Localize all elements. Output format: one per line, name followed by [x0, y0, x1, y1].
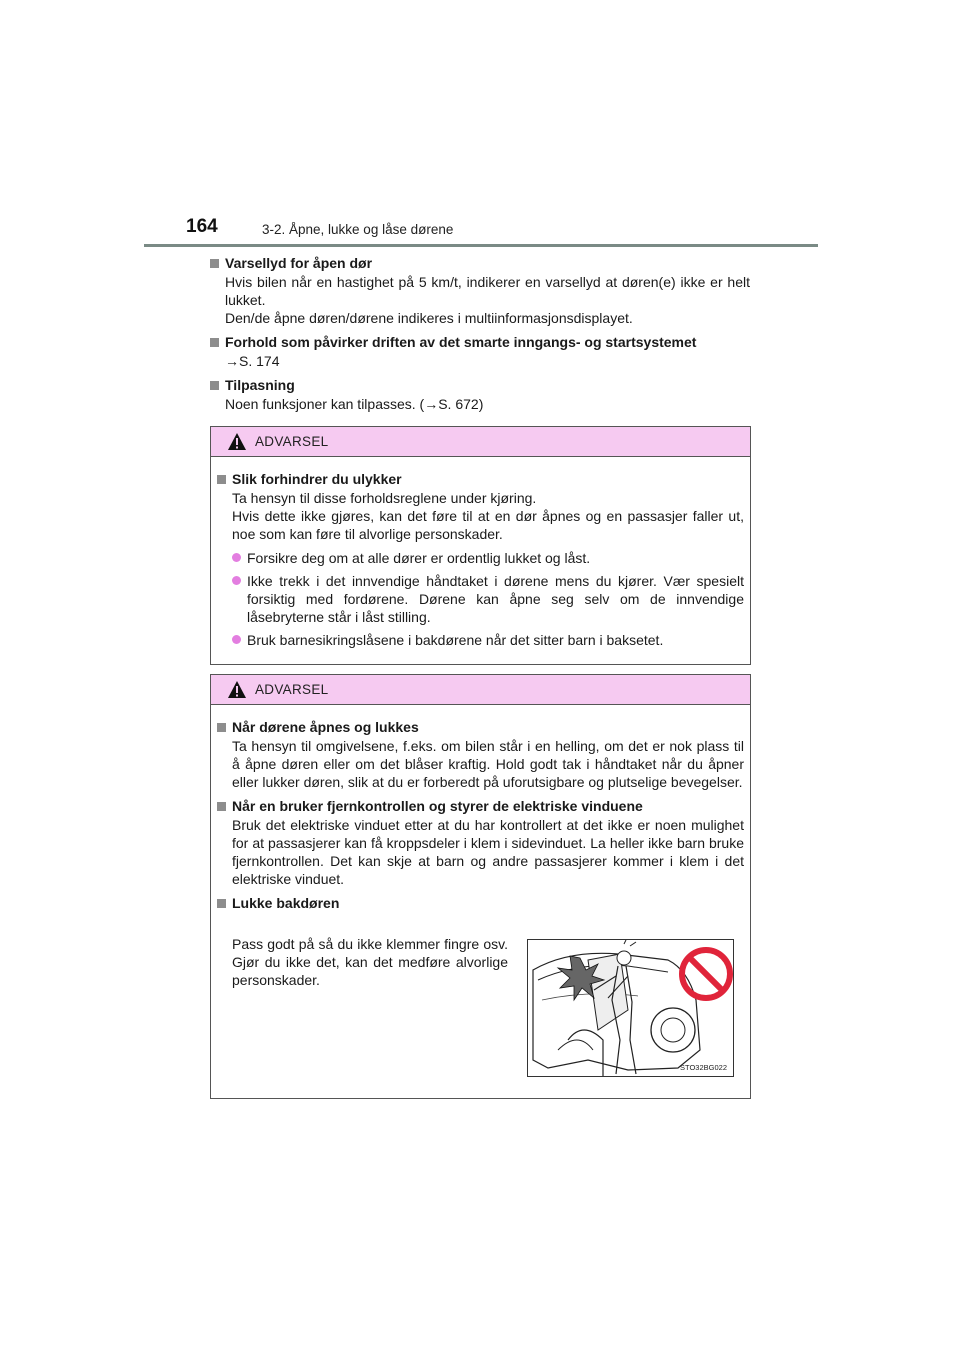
intro-item: [210, 254, 750, 327]
item-title: Slik forhindrer du ulykker: [232, 471, 402, 487]
warning-label: ADVARSEL: [255, 682, 329, 697]
warning-bullet: [232, 631, 744, 649]
warning-bullet: [232, 572, 744, 626]
warning-item: [217, 470, 744, 543]
warning-box-1: [210, 426, 751, 665]
prohibition-icon: [677, 945, 735, 1003]
round-bullet-icon: [232, 576, 241, 585]
warning-bullet: [232, 549, 744, 567]
square-bullet-icon: [210, 338, 219, 347]
square-bullet-icon: [217, 899, 226, 908]
square-bullet-icon: [210, 381, 219, 390]
item-body: [232, 489, 744, 543]
item-text: Den/de åpne døren/dørene indikeres i multiinformasjonsdisplayet.: [225, 310, 633, 326]
square-bullet-icon: [217, 475, 226, 484]
warning-item: [217, 894, 744, 913]
warning-item: [217, 797, 744, 888]
item-body: [225, 395, 750, 413]
warning-header: [211, 675, 750, 705]
bullet-text: Forsikre deg om at alle dører er ordentlig lukket og låst.: [247, 550, 591, 566]
round-bullet-icon: [232, 635, 241, 644]
square-bullet-icon: [210, 259, 219, 268]
item-body: [225, 352, 750, 370]
page-reference-link[interactable]: →S. 174: [225, 353, 280, 369]
intro-item: [210, 376, 750, 413]
item-title: Tilpasning: [225, 377, 295, 393]
warning-triangle-icon: [227, 680, 247, 699]
item-body: Ta hensyn til omgivelsene, f.eks. om bilen står i en helling, om det er nok plass til å åpne døren eller om det blåser kraftig. Hold godt tak i håndtaket når du åpner eller lukker døren, slik at du er forberedt på uforutsigbare og plutselige bevegelser.: [232, 738, 744, 790]
square-bullet-icon: [217, 802, 226, 811]
bullet-text: Ikke trekk i det innvendige håndtaket i dørene mens du kjører. Vær spesielt forsiktig med fordørene. Dørene kan åpne seg selv om de innvendige låsebryterne står i låst stilling.: [247, 573, 744, 625]
warning-header: [211, 427, 750, 457]
warning-item: [217, 718, 744, 791]
item-text: Hvis bilen når en hastighet på 5 km/t, indikerer en varsellyd at døren(e) ikke er helt lukket.: [225, 274, 750, 308]
warning-label: ADVARSEL: [255, 434, 329, 449]
item-title: Forhold som påvirker driften av det smarte inngangs- og startsystemet: [225, 334, 697, 350]
intro-item: [210, 333, 750, 370]
warning-triangle-icon: [227, 432, 247, 451]
round-bullet-icon: [232, 553, 241, 562]
bullet-text: Bruk barnesikringslåsene i bakdørene når det sitter barn i baksetet.: [247, 632, 664, 648]
square-bullet-icon: [217, 723, 226, 732]
item-body: [225, 273, 750, 327]
item-title: Når en bruker fjernkontrollen og styrer de elektriske vinduene: [232, 798, 643, 814]
item-text: Ta hensyn til disse forholdsreglene under kjøring.: [232, 490, 537, 506]
item-text: Noen funksjoner kan tilpasses. (→S. 672): [225, 396, 484, 412]
item-title: Når dørene åpnes og lukkes: [232, 719, 419, 735]
warning-box-2: [210, 674, 751, 1099]
side-text: Pass godt på så du ikke klemmer fingre osv. Gjør du ikke det, kan det medføre alvorlige personskader.: [232, 936, 508, 988]
item-body: Bruk det elektriske vinduet etter at du har kontrollert at det ikke er noen mulighet for at passasjerer kan få kroppsdeler i klem i sidevinduet. La heller ikke barn bruke fjernkontrollen. Det kan skje at barn og andre passasjerer kommer i klem i det elektriske vinduet.: [232, 817, 744, 887]
page-number: 164: [186, 216, 218, 237]
item-title: Varsellyd for åpen dør: [225, 255, 373, 271]
item-title: Lukke bakdøren: [232, 895, 340, 911]
item-text: Hvis dette ikke gjøres, kan det føre til at en dør åpnes og en passasjer faller ut, noe som kan føre til alvorlige personskader.: [232, 508, 744, 542]
section-title: 3-2. Åpne, lukke og låse dørene: [262, 222, 454, 237]
figure-code: STO32BG022: [680, 1063, 727, 1072]
intro-section: [210, 254, 750, 419]
header-rule: [144, 244, 818, 247]
